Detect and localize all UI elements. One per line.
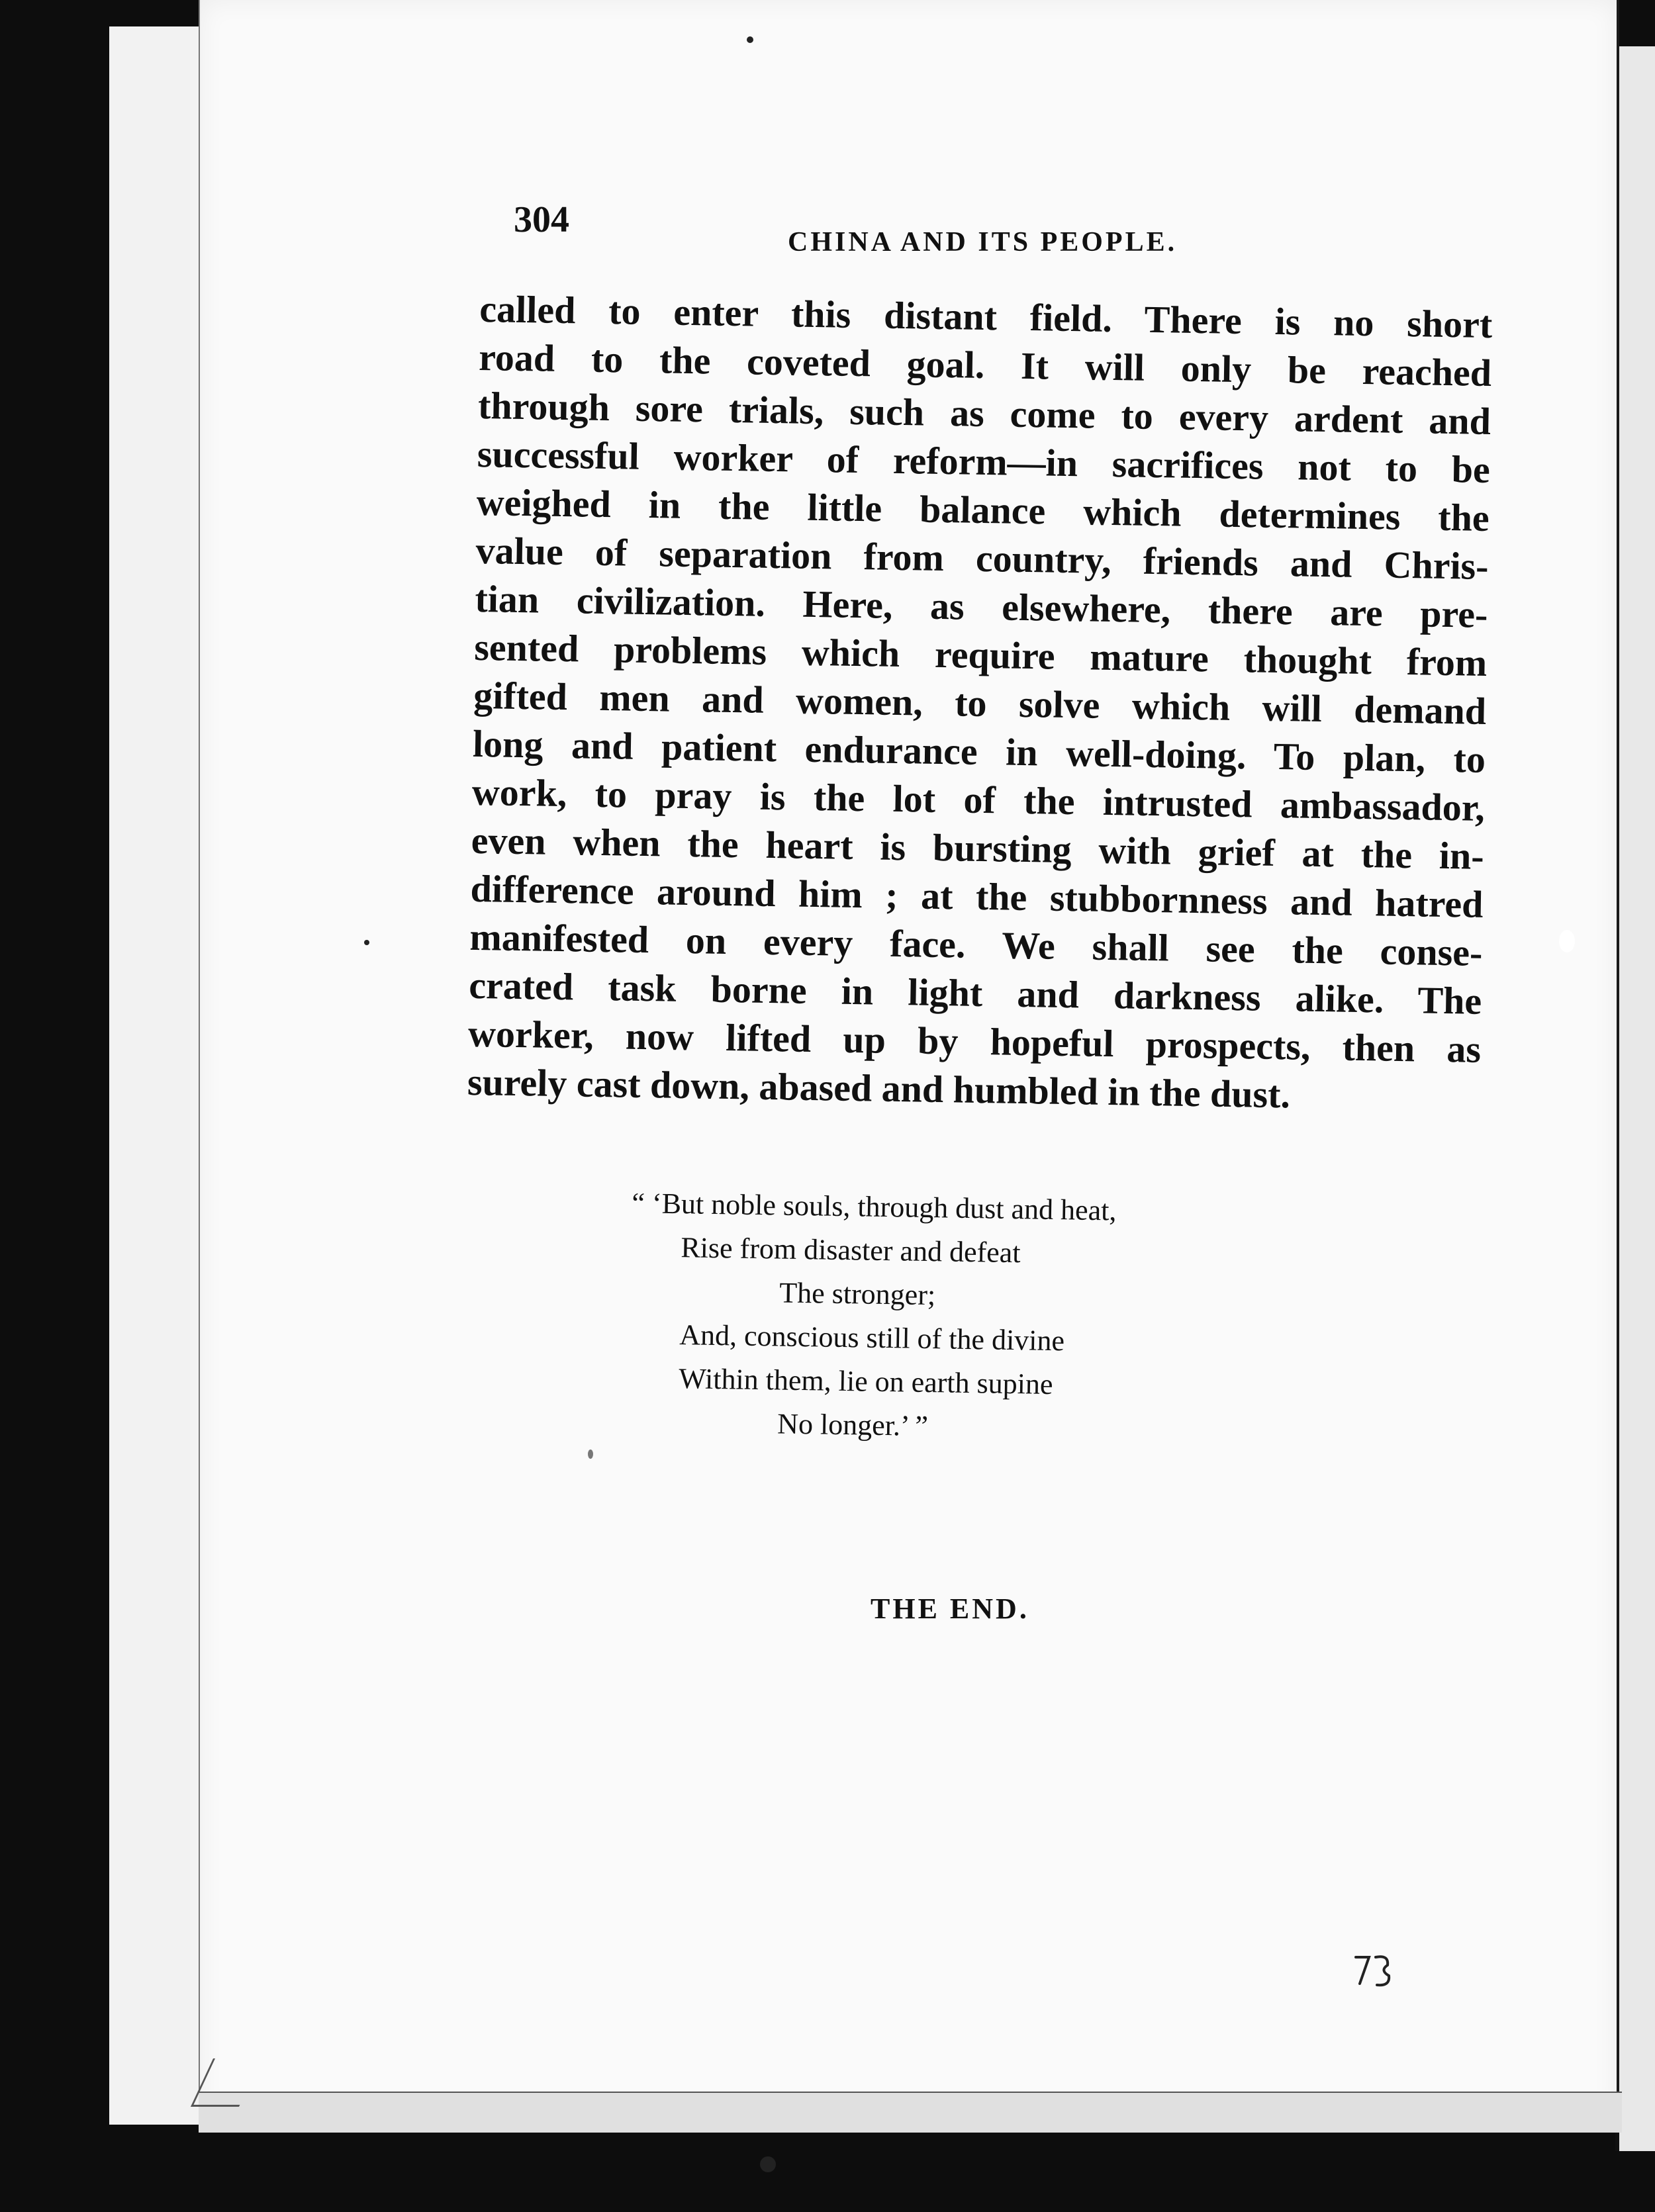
closing-poem xyxy=(628,1181,1117,1451)
body-paragraph xyxy=(467,285,1493,1122)
page-number: 304 xyxy=(514,199,569,240)
body-line: work, to pray is the lot of the intrusted ambassador, xyxy=(471,770,1486,829)
poem-line: “ ‘But noble souls, through dust and heat, xyxy=(632,1186,1117,1227)
body-line: long and patient endurance in well-doing. To plan, to xyxy=(472,721,1486,781)
body-line: road to the coveted goal. It will only be reached xyxy=(478,335,1492,395)
body-line: manifested on every face. We shall see the conse- xyxy=(469,915,1483,974)
body-line: crated task borne in light and darkness alike. The xyxy=(468,963,1482,1023)
poem-line: Within them, lie on earth supine xyxy=(678,1362,1053,1401)
scan-speck xyxy=(747,36,753,43)
body-line: called to enter this distant field. There is no short xyxy=(479,287,1493,347)
body-line: sented problems which require mature thought from xyxy=(473,625,1488,684)
body-line: worker, now lifted up by hopeful prospects, then as xyxy=(467,1011,1482,1071)
body-line: value of separation from country, friends and Chris- xyxy=(475,528,1490,588)
scan-speck xyxy=(760,2156,776,2172)
running-head: CHINA AND ITS PEOPLE. xyxy=(788,227,1178,257)
body-line: successful worker of reform—in sacrifices not to be xyxy=(477,432,1491,491)
body-line: even when the heart is bursting with grief at the in- xyxy=(471,818,1485,878)
the-end-label: THE END. xyxy=(871,1592,1029,1625)
body-line: tian civilization. Here, as elsewhere, there are pre- xyxy=(475,576,1488,636)
pencil-annotation xyxy=(1350,1949,1403,1989)
body-line: through sore trials, such as come to every ardent and xyxy=(477,383,1491,443)
body-line: difference around him ; at the stubbornness and hatred xyxy=(470,866,1484,926)
scan-speck xyxy=(364,940,369,945)
page-bottom-edge xyxy=(199,2092,1622,2133)
body-line: weighed in the little balance which determines the xyxy=(476,480,1490,539)
poem-line: The stronger; xyxy=(779,1276,936,1312)
book-fore-edge xyxy=(1615,46,1655,2151)
body-line: gifted men and women, to solve which will demand xyxy=(473,673,1487,733)
scan-speck xyxy=(1559,930,1575,952)
body-line: surely cast down, abased and humbled in the dust. xyxy=(467,1060,1291,1117)
poem-line: No longer.’ ” xyxy=(777,1407,929,1443)
poem-line: Rise from disaster and defeat xyxy=(681,1231,1021,1269)
scan-speck xyxy=(588,1450,593,1459)
poem-line: And, conscious still of the divine xyxy=(679,1318,1065,1358)
